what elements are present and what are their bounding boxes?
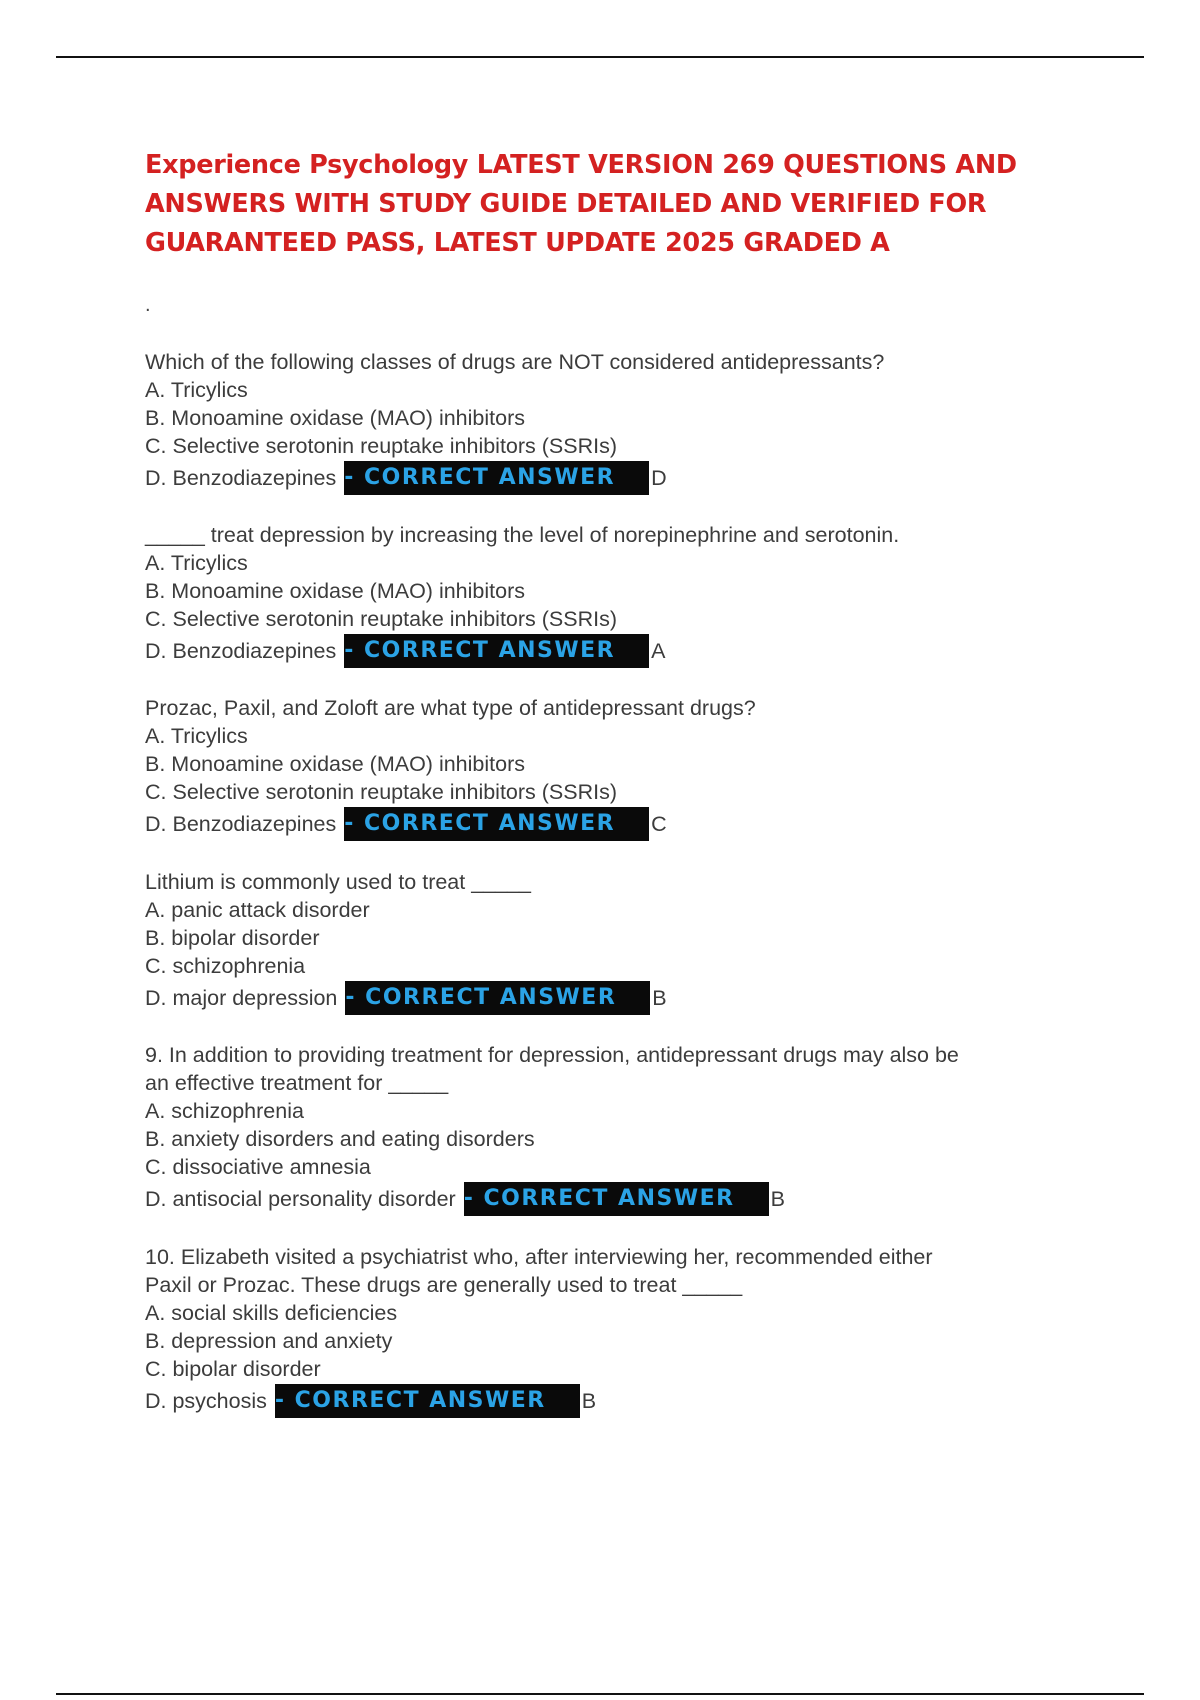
title-line: Experience Psychology LATEST VERSION 269 QUESTIONS AND (145, 150, 1017, 180)
option: C. bipolar disorder (145, 1357, 321, 1381)
question-stem: 9. In addition to providing treatment for depression, antidepressant drugs may also be (145, 1043, 959, 1067)
option: A. social skills deficiencies (145, 1301, 398, 1325)
answer-letter: A (651, 639, 666, 663)
option: C. dissociative amnesia (145, 1155, 371, 1179)
answer-letter: D (651, 466, 667, 490)
question-stem: an effective treatment for _____ (145, 1071, 449, 1095)
question-block (145, 348, 1095, 496)
correct-answer-label: - CORRECT ANSWER (344, 634, 649, 668)
document-title (145, 146, 1045, 263)
answer-letter: C (651, 812, 667, 836)
correct-answer-label: - CORRECT ANSWER (464, 1182, 769, 1216)
answer-line (145, 806, 1095, 842)
question-stem: Prozac, Paxil, and Zoloft are what type of antidepressant drugs? (145, 696, 756, 720)
answer-line (145, 460, 1095, 496)
option: C. schizophrenia (145, 954, 306, 978)
option: D. Benzodiazepines (145, 639, 337, 663)
correct-answer-label: - CORRECT ANSWER (344, 807, 649, 841)
answer-letter: B (581, 1389, 597, 1413)
option: A. Tricylics (145, 551, 248, 575)
title-line: ANSWERS WITH STUDY GUIDE DETAILED AND VERIFIED FOR (145, 189, 987, 219)
question-stem: _____ treat depression by increasing the level of norepinephrine and serotonin. (145, 523, 900, 547)
option: B. bipolar disorder (145, 926, 320, 950)
question-stem: Which of the following classes of drugs are NOT considered antidepressants? (145, 350, 885, 374)
option: B. Monoamine oxidase (MAO) inhibitors (145, 406, 525, 430)
question-block (145, 1243, 1095, 1419)
option: D. psychosis (145, 1389, 267, 1413)
option: A. schizophrenia (145, 1099, 304, 1123)
answer-line (145, 1181, 1095, 1217)
top-rule (56, 56, 1144, 58)
answer-line (145, 633, 1095, 669)
question-block (145, 521, 1095, 669)
option: D. Benzodiazepines (145, 812, 337, 836)
correct-answer-label: - CORRECT ANSWER (275, 1384, 580, 1418)
option: A. Tricylics (145, 378, 248, 402)
question-block (145, 868, 1095, 1016)
answer-letter: B (652, 986, 667, 1010)
option: A. Tricylics (145, 724, 248, 748)
answer-line (145, 980, 1095, 1016)
question-stem: Lithium is commonly used to treat _____ (145, 870, 532, 894)
option: B. Monoamine oxidase (MAO) inhibitors (145, 579, 525, 603)
correct-answer-label: - CORRECT ANSWER (345, 981, 650, 1015)
option: C. Selective serotonin reuptake inhibitors (SSRIs) (145, 607, 618, 631)
separator-dot: . (145, 294, 151, 316)
option: D. major depression (145, 986, 338, 1010)
option: C. Selective serotonin reuptake inhibitors (SSRIs) (145, 780, 618, 804)
question-block (145, 1041, 1095, 1217)
option: B. anxiety disorders and eating disorders (145, 1127, 535, 1151)
option: A. panic attack disorder (145, 898, 370, 922)
question-stem: 10. Elizabeth visited a psychiatrist who, after interviewing her, recommended either (145, 1245, 933, 1269)
correct-answer-label: - CORRECT ANSWER (344, 461, 649, 495)
answer-line (145, 1383, 1095, 1419)
option: B. depression and anxiety (145, 1329, 393, 1353)
option: D. antisocial personality disorder (145, 1187, 456, 1211)
bottom-rule (56, 1693, 1144, 1695)
question-stem: Paxil or Prozac. These drugs are generally used to treat _____ (145, 1273, 743, 1297)
option: B. Monoamine oxidase (MAO) inhibitors (145, 752, 525, 776)
answer-letter: B (770, 1187, 785, 1211)
question-block (145, 694, 1095, 842)
option: D. Benzodiazepines (145, 466, 337, 490)
option: C. Selective serotonin reuptake inhibitors (SSRIs) (145, 434, 618, 458)
title-line: GUARANTEED PASS, LATEST UPDATE 2025 GRADED A (145, 228, 890, 258)
